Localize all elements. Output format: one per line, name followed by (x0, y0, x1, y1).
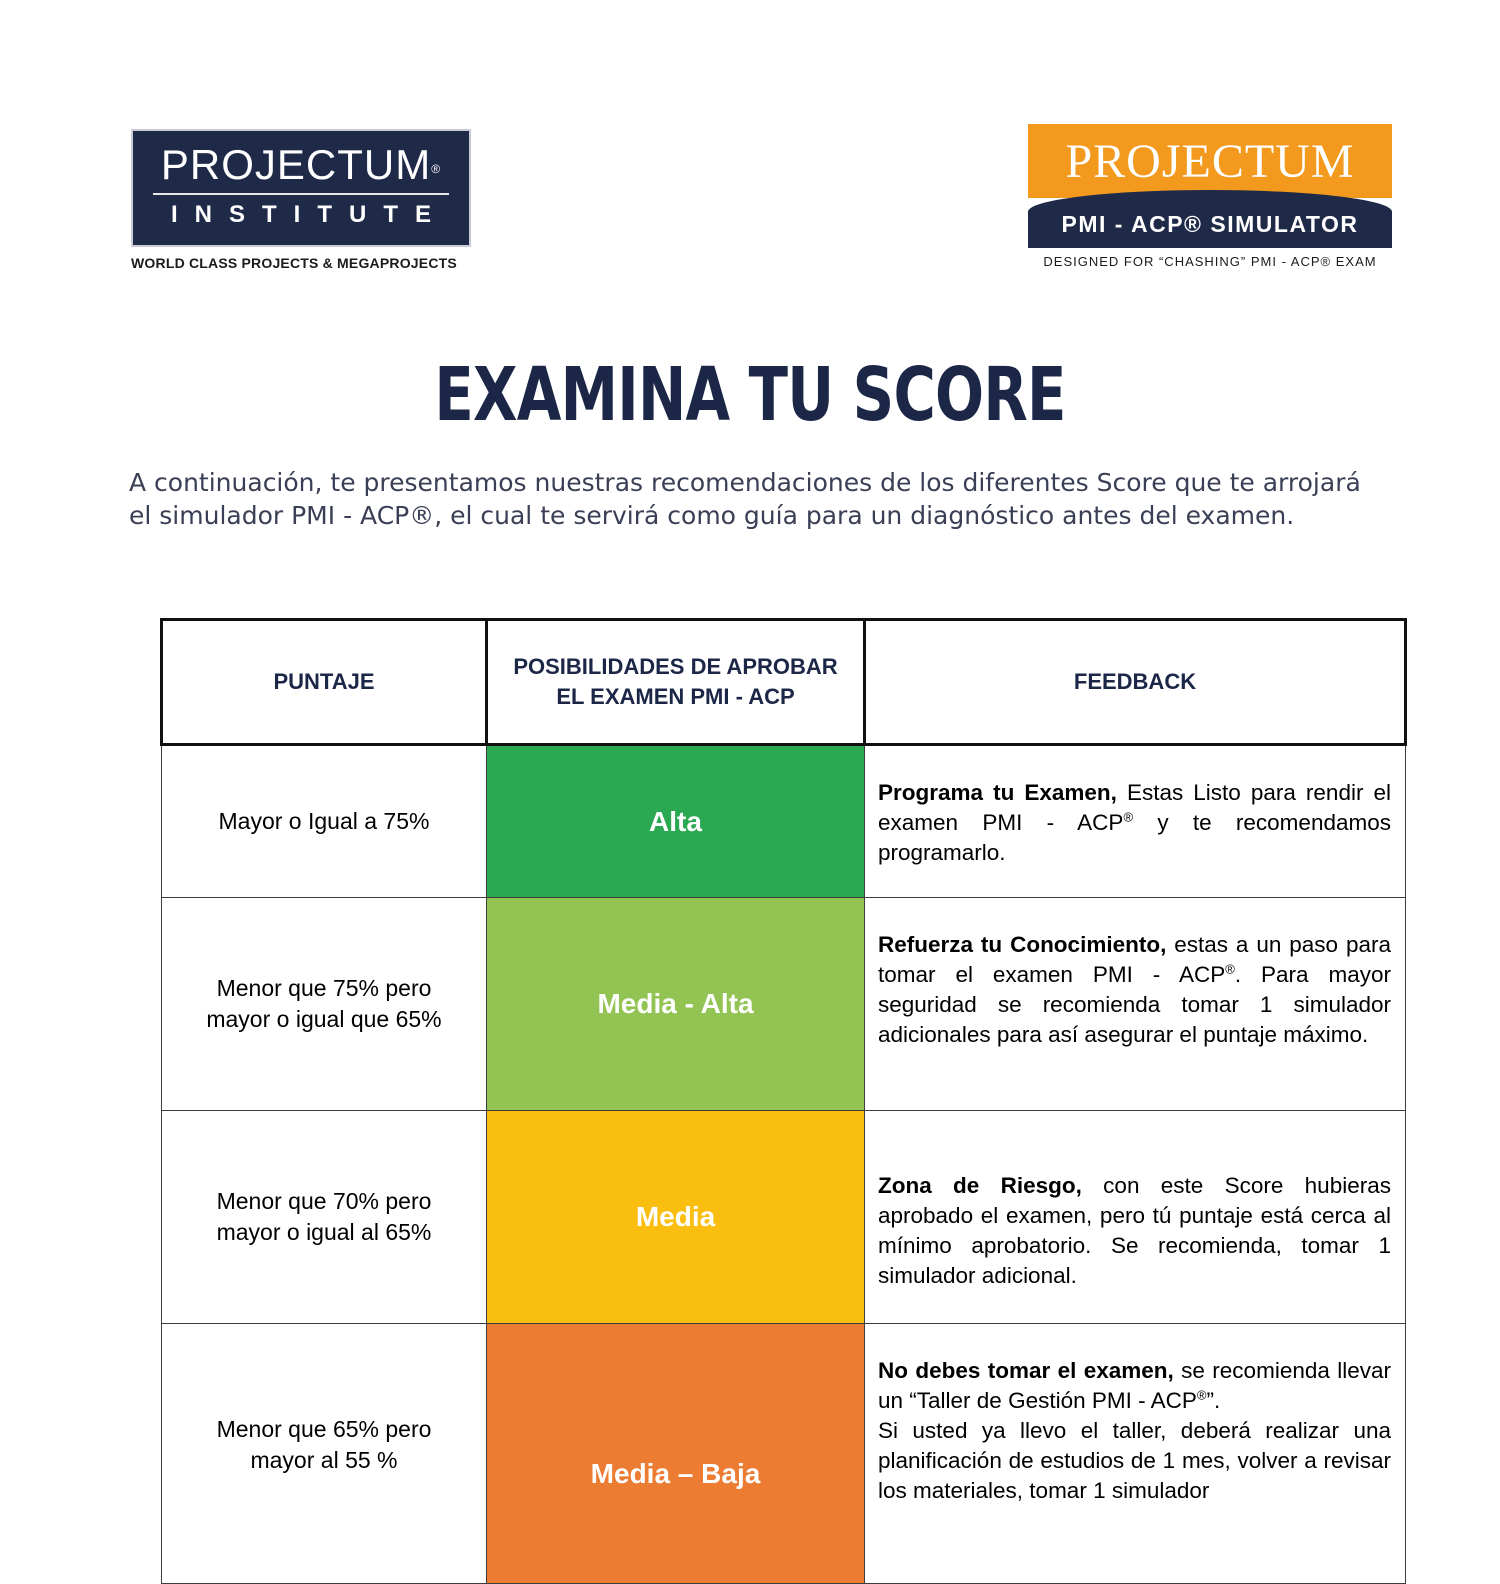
posibilidad-cell: Alta (487, 745, 865, 898)
table-header-row (162, 620, 1406, 745)
puntaje-cell: Menor que 70% pero mayor o igual al 65% (162, 1111, 487, 1324)
table-row (162, 1324, 1406, 1584)
logo-right-brand: PROJECTUM (1028, 124, 1392, 198)
posibilidad-cell: Media – Baja (487, 1324, 865, 1584)
posibilidad-cell: Media (487, 1111, 865, 1324)
logo-right-tagline: DESIGNED FOR “CHASHING” PMI - ACP® EXAM (1043, 254, 1377, 269)
puntaje-cell: Menor que 65% pero mayor al 55 % (162, 1324, 487, 1584)
header-puntaje: PUNTAJE (162, 620, 487, 745)
feedback-cell: Refuerza tu Conocimiento, estas a un paso para tomar el examen PMI - ACP®. Para mayor seguridad se recomienda tomar 1 simulador adicionales para así asegurar el puntaje máximo. (865, 898, 1406, 1111)
logo-left-tagline: WORLD CLASS PROJECTS & MEGAPROJECTS (131, 255, 457, 271)
table-row (162, 1111, 1406, 1324)
posibilidad-cell: Media - Alta (487, 898, 865, 1111)
table-row (162, 898, 1406, 1111)
logo-left-brand: PROJECTUM® (160, 141, 442, 188)
feedback-cell: Programa tu Examen, Estas Listo para rendir el examen PMI - ACP® y te recomendamos programarlo. (865, 745, 1406, 898)
table-row (162, 745, 1406, 898)
header-posibilidades: POSIBILIDADES DE APROBAR EL EXAMEN PMI - ACP (487, 620, 865, 745)
feedback-cell: No debes tomar el examen, se recomienda llevar un “Taller de Gestión PMI - ACP®”. Si usted ya llevo el taller, deberá realizar una planificación de estudios de 1 mes, volver a revisar los materiales, tomar 1 simulador (865, 1324, 1406, 1584)
score-table (160, 618, 1407, 1584)
logo-right-product: PMI - ACP® SIMULATOR (1028, 190, 1392, 248)
logo-left-subtitle: INSTITUTE (171, 201, 448, 228)
header-feedback: FEEDBACK (865, 620, 1406, 745)
intro-paragraph: A continuación, te presentamos nuestras recomendaciones de los diferentes Score que te arrojará el simulador PMI - ACP®, el cual te servirá como guía para un diagnóstico antes del examen. (129, 468, 1361, 530)
logo-left-box (131, 129, 471, 247)
page-title: EXAMINA TU SCORE (434, 352, 1066, 438)
puntaje-cell: Menor que 75% pero mayor o igual que 65% (162, 898, 487, 1111)
puntaje-cell: Mayor o Igual a 75% (162, 745, 487, 898)
logo-left-divider (153, 193, 449, 195)
feedback-cell: Zona de Riesgo, con este Score hubieras aprobado el examen, pero tú puntaje está cerca al mínimo aprobatorio. Se recomienda, tomar 1 simulador adicional. (865, 1111, 1406, 1324)
projectum-institute-logo (131, 129, 471, 271)
projectum-simulator-logo (1028, 124, 1392, 269)
